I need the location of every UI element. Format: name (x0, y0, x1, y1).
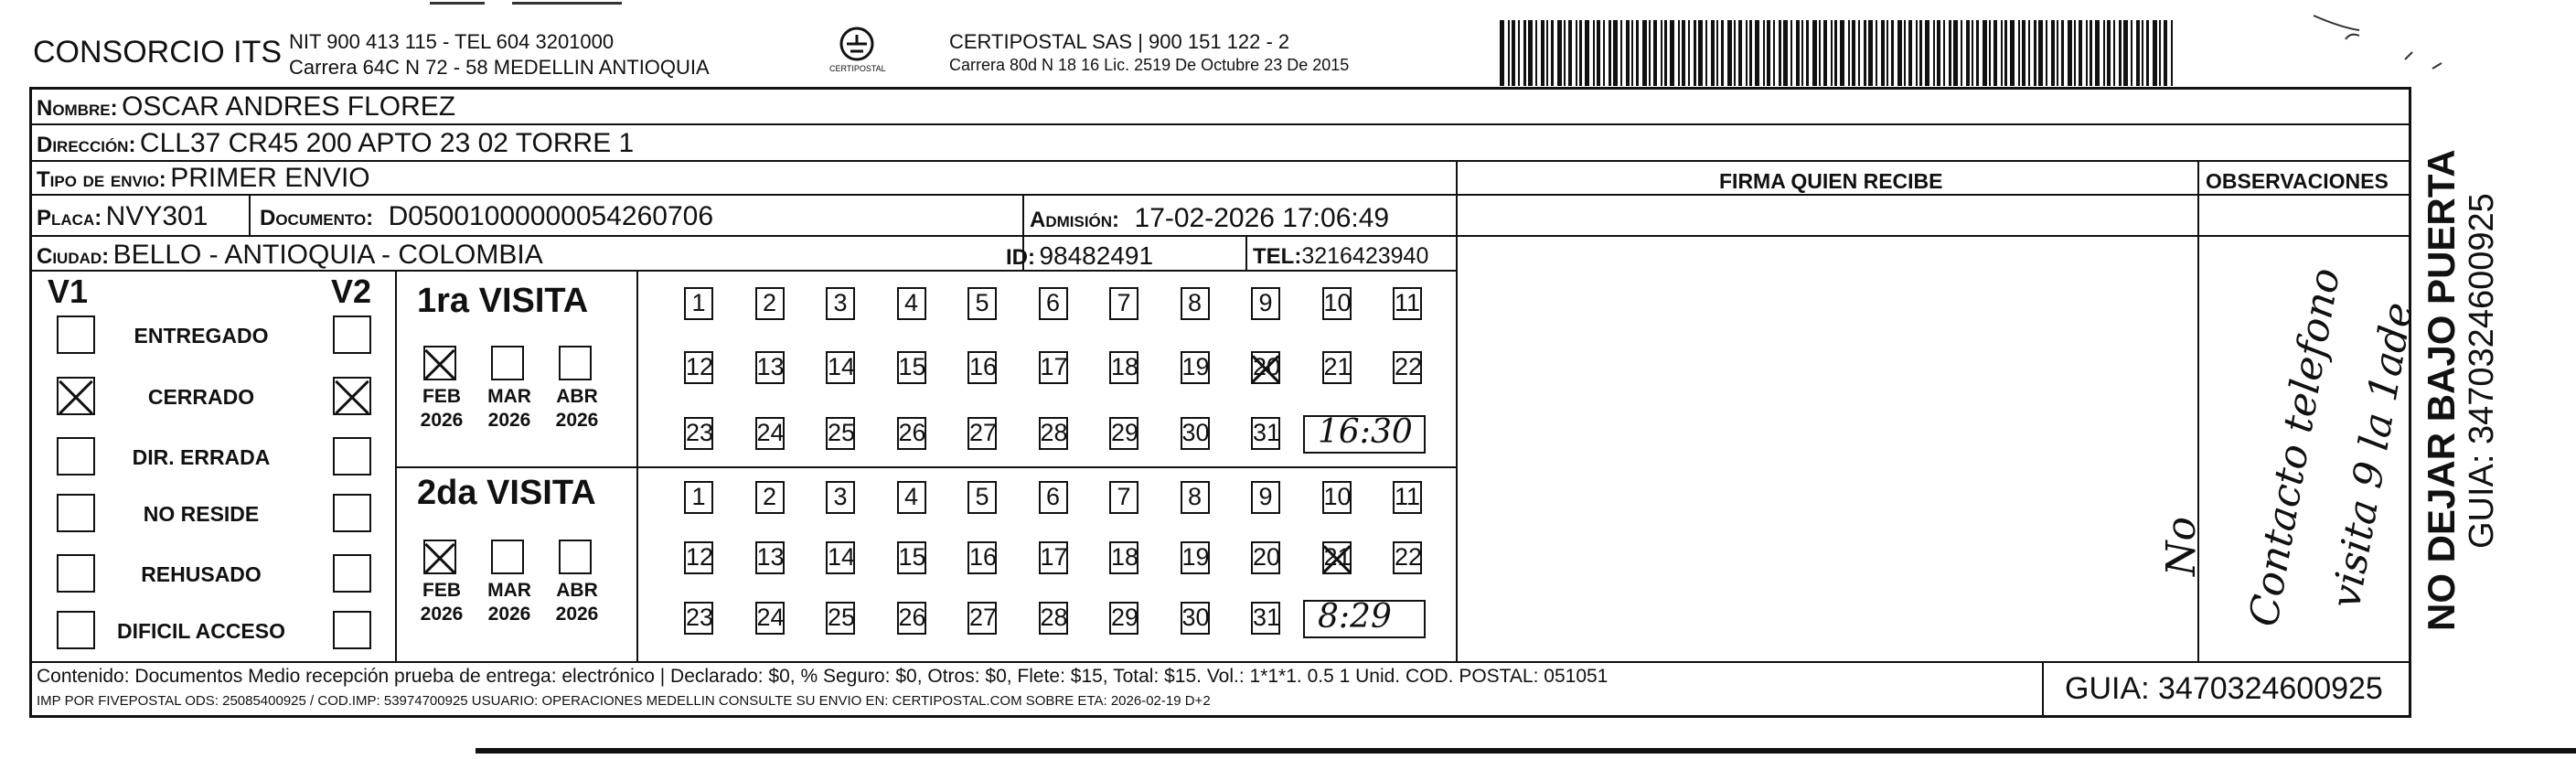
barcode-bar (1609, 20, 1611, 86)
visita2-title: 2da VISITA (417, 474, 596, 512)
barcode-bar (1649, 20, 1651, 86)
barcode-bar (1585, 20, 1589, 86)
month-checkbox-mar[interactable] (491, 540, 524, 574)
barcode-bar (1908, 20, 1912, 86)
barcode-bar (1868, 20, 1873, 86)
barcode-bar (2079, 20, 2082, 86)
day-box-5[interactable]: 5 (967, 287, 997, 320)
barcode-bar (2018, 20, 2020, 86)
barcode-bar (1966, 20, 1970, 86)
barcode-bar (2057, 20, 2058, 86)
barcode-bar (1738, 20, 1742, 86)
barcode-bar (1767, 20, 1770, 86)
barcode-bar (1518, 20, 1520, 86)
day-box-18[interactable]: 18 (1109, 351, 1138, 384)
day-box-24[interactable]: 24 (755, 602, 785, 635)
barcode-bar (2153, 20, 2157, 86)
day-box-6[interactable]: 6 (1039, 481, 1068, 514)
barcode-bar (1953, 20, 1958, 86)
year-label: 2026 (555, 410, 599, 431)
barcode-bar (2086, 20, 2088, 86)
placa-row: Placa: NVY301 (37, 201, 208, 231)
day-box-13[interactable]: 13 (755, 351, 785, 384)
barcode-bar (1933, 20, 1935, 86)
day-box-11[interactable]: 11 (1393, 287, 1422, 320)
barcode-bar (1716, 20, 1718, 86)
ciudad-value: BELLO - ANTIOQUIA - COLOMBIA (112, 240, 543, 270)
tel-row: TEL:3216423940 (1253, 243, 1429, 269)
day-box-25[interactable]: 25 (826, 602, 855, 635)
barcode-bar (1603, 20, 1605, 86)
v2-checkbox[interactable] (333, 315, 371, 354)
barcode-bar (1568, 20, 1572, 86)
day-box-15[interactable]: 15 (897, 541, 926, 574)
month-checkbox-feb[interactable] (423, 540, 456, 574)
barcode-bar (1852, 20, 1855, 86)
day-box-3[interactable]: 3 (826, 481, 855, 514)
month-checkbox-abr[interactable] (559, 540, 592, 574)
barcode-bar (1512, 20, 1515, 86)
footer-imp: IMP POR FIVEPOSTAL ODS: 25085400925 / COD.IMP: 53974700925 USUARIO: OPERACIONES MEDELLIN CONSULTE SU ENVIO EN: CERTIPOSTAL.COM SOBRE ETA: 2026-02-19 D+2 (37, 693, 1211, 709)
barcode-bar (1831, 20, 1833, 86)
barcode-bar (1858, 20, 1860, 86)
barcode-bar (2061, 20, 2064, 86)
carrier-name: CERTIPOSTAL SAS | 900 151 122 - 2 (949, 30, 1290, 53)
barcode-bar (1664, 20, 1667, 86)
handwriting-line: visita 9 la 1ade (2323, 298, 2422, 612)
day-box-21[interactable]: 21 (1322, 351, 1352, 384)
barcode-bar (1983, 20, 1987, 86)
barcode-bar (1783, 20, 1788, 86)
day-box-1[interactable]: 1 (684, 287, 713, 320)
barcode-bar (1653, 20, 1657, 86)
footer-guia: GUIA: 3470324600925 (2065, 671, 2383, 706)
day-box-25[interactable]: 25 (826, 417, 855, 450)
month-checkbox-abr[interactable] (559, 346, 592, 380)
barcode-bar (1541, 20, 1545, 86)
barcode-bar (1746, 20, 1748, 86)
barcode-bar (2136, 20, 2140, 86)
barcode-bar (1620, 20, 1622, 86)
barcode-bar (1631, 20, 1633, 86)
barcode-bar (1597, 20, 1600, 86)
barcode-bar (2123, 20, 2128, 86)
admision-row: Admisión: 17-02-2026 17:06:49 (1030, 203, 1390, 233)
handwriting-line: Contacto telefono (2240, 264, 2350, 630)
barcode-bar (1763, 20, 1765, 86)
barcode-bar (1812, 20, 1817, 86)
tipo-value: PRIMER ENVIO (170, 163, 370, 193)
status-label: DIR. ERRADA (132, 445, 271, 469)
barcode-bar (1773, 20, 1775, 86)
day-box-9[interactable]: 9 (1251, 287, 1280, 320)
day-box-31[interactable]: 31 (1251, 602, 1280, 635)
day-box-14[interactable]: 14 (826, 351, 855, 384)
corner-scribble (2295, 5, 2460, 87)
day-box-9[interactable]: 9 (1251, 481, 1280, 514)
side-warning: NO DEJAR BAJO PUERTA (2420, 149, 2463, 631)
barcode-bar (1670, 20, 1674, 86)
barcode-bar (2001, 20, 2003, 86)
day-box-26[interactable]: 26 (897, 417, 926, 450)
barcode-bar (1943, 20, 1945, 86)
day-box-17[interactable]: 17 (1039, 351, 1068, 384)
status-label: REHUSADO (141, 562, 262, 586)
day-box-2[interactable]: 2 (755, 481, 785, 514)
barcode-bar (1876, 20, 1877, 86)
barcode-bar (1937, 20, 1940, 86)
day-box-14[interactable]: 14 (826, 541, 855, 574)
barcode-bar (1613, 20, 1618, 86)
barcode-bar (2142, 20, 2143, 86)
barcode-bar (2119, 20, 2122, 86)
status-label: ENTREGADO (134, 324, 269, 347)
month-label: FEB (422, 386, 461, 407)
time-value: 8:29 (1318, 598, 1392, 636)
barcode-bar (2028, 20, 2030, 86)
status-label: NO RESIDE (143, 502, 260, 526)
day-box-4[interactable]: 4 (897, 481, 926, 514)
status-label: DIFICIL ACCESO (116, 619, 285, 643)
barcode-bar (1806, 20, 1809, 86)
barcode-bar (1636, 20, 1639, 86)
documento-row: Documento: D05001000000054260706 (260, 201, 713, 231)
firma-header: FIRMA QUIEN RECIBE (1719, 169, 1943, 193)
day-box-22[interactable]: 22 (1393, 351, 1422, 384)
barcode-bar (1557, 20, 1562, 86)
barcode-bar (2074, 20, 2076, 86)
day-box-7[interactable]: 7 (1109, 287, 1138, 320)
barcode-bar (2171, 20, 2173, 86)
v1-checkbox[interactable] (57, 554, 95, 593)
ciudad-row: Ciudad: BELLO - ANTIOQUIA - COLOMBIA (37, 240, 543, 270)
carrier-address: Carrera 80d N 18 16 Lic. 2519 De Octubre 23 De 2015 (949, 56, 1350, 74)
day-box-5[interactable]: 5 (967, 481, 997, 514)
barcode-bar (1698, 20, 1703, 86)
day-box-18[interactable]: 18 (1109, 541, 1138, 574)
barcode-bar (2051, 20, 2055, 86)
barcode-bar (1626, 20, 1630, 86)
day-box-16[interactable]: 16 (967, 541, 997, 574)
barcode-bar (1564, 20, 1566, 86)
day-box-11[interactable]: 11 (1393, 481, 1422, 514)
barcode-bar (1694, 20, 1696, 86)
day-box-24[interactable]: 24 (755, 417, 785, 450)
barcode-bar (2090, 20, 2092, 86)
certipostal-logo (825, 24, 889, 79)
barcode-bar (1904, 20, 1906, 86)
year-label: 2026 (420, 604, 464, 625)
barcode-bar (1546, 20, 1548, 86)
day-box-15[interactable]: 15 (897, 351, 926, 384)
nombre-value: OSCAR ANDRES FLOREZ (122, 91, 456, 122)
barcode-bar (1897, 20, 1902, 86)
day-box-29[interactable]: 29 (1109, 417, 1138, 450)
day-box-10[interactable]: 10 (1322, 287, 1352, 320)
day-box-20[interactable]: 20 (1251, 351, 1280, 384)
barcode-bar (1916, 20, 1918, 86)
day-box-31[interactable]: 31 (1251, 417, 1280, 450)
barcode-bar (1976, 20, 1979, 86)
barcode-bar (1593, 20, 1595, 86)
barcode-bar (1823, 20, 1827, 86)
v1-checkbox[interactable] (57, 377, 95, 415)
month-label: MAR (487, 580, 531, 601)
barcode-bar (2010, 20, 2015, 86)
barcode-bar (1834, 20, 1837, 86)
day-box-7[interactable]: 7 (1109, 481, 1138, 514)
barcode-bar (1749, 20, 1752, 86)
form-frame (29, 87, 2411, 718)
barcode-bar (1734, 20, 1736, 86)
month-label: FEB (422, 580, 461, 601)
day-box-6[interactable]: 6 (1039, 287, 1068, 320)
barcode-bar (2095, 20, 2100, 86)
barcode-bar (1819, 20, 1821, 86)
time-box[interactable] (1303, 415, 1426, 454)
barcode-bar (1864, 20, 1866, 86)
day-box-19[interactable]: 19 (1181, 351, 1210, 384)
logo-caption: CERTIPOSTAL (829, 64, 886, 73)
month-label: MAR (487, 386, 531, 407)
day-box-23[interactable]: 23 (684, 417, 713, 450)
day-box-29[interactable]: 29 (1109, 602, 1138, 635)
barcode (1500, 20, 2176, 86)
v2-checkbox[interactable] (333, 611, 371, 649)
barcode-bar (1972, 20, 1973, 86)
barcode-bar (1993, 20, 1997, 86)
v2-checkbox[interactable] (333, 377, 371, 415)
barcode-bar (1688, 20, 1690, 86)
v2-checkbox[interactable] (333, 437, 371, 476)
scan-mark (512, 2, 622, 5)
day-box-10[interactable]: 10 (1322, 481, 1352, 514)
day-box-16[interactable]: 16 (967, 351, 997, 384)
barcode-bar (1891, 20, 1894, 86)
nombre-row: Nombre: OSCAR ANDRES FLOREZ (37, 91, 456, 122)
day-box-27[interactable]: 27 (967, 417, 997, 450)
company-address: Carrera 64C N 72 - 58 MEDELLIN ANTIOQUIA (289, 56, 710, 79)
day-box-8[interactable]: 8 (1181, 481, 1210, 514)
day-box-30[interactable]: 30 (1181, 417, 1210, 450)
barcode-bar (2022, 20, 2026, 86)
day-box-2[interactable]: 2 (755, 287, 785, 320)
barcode-bar (1551, 20, 1554, 86)
v1-checkbox[interactable] (57, 494, 95, 532)
barcode-bar (1755, 20, 1759, 86)
day-box-26[interactable]: 26 (897, 602, 926, 635)
day-box-12[interactable]: 12 (684, 351, 713, 384)
observaciones-handwriting (2158, 219, 2422, 649)
day-box-28[interactable]: 28 (1039, 602, 1068, 635)
direccion-value: CLL37 CR45 200 APTO 23 02 TORRE 1 (139, 128, 635, 158)
barcode-bar (1925, 20, 1929, 86)
barcode-bar (1711, 20, 1715, 86)
barcode-bar (2164, 20, 2167, 86)
direccion-row: Dirección: CLL37 CR45 200 APTO 23 02 TORRE 1 (37, 128, 635, 158)
footer-contenido: Contenido: Documentos Medio recepción prueba de entrega: electrónico | Declarado: $0, % Seguro: $0, Otros: $0, Flete: $15, Total: $15. Vol.: 1*1*1. 0.5 1 Unid. COD. POSTAL: 051051 (37, 666, 1609, 687)
v1-header: V1 (48, 273, 89, 310)
barcode-bar (1528, 20, 1533, 86)
barcode-bar (1848, 20, 1850, 86)
barcode-bar (1727, 20, 1732, 86)
handwriting-line: No (2158, 517, 2205, 576)
barcode-bar (1523, 20, 1526, 86)
barcode-bar (1840, 20, 1844, 86)
day-box-27[interactable]: 27 (967, 602, 997, 635)
scan-mark (430, 2, 485, 5)
tipo-row: Tipo de envio: PRIMER ENVIO (37, 163, 370, 193)
day-box-8[interactable]: 8 (1181, 287, 1210, 320)
day-box-3[interactable]: 3 (826, 287, 855, 320)
barcode-bar (2159, 20, 2161, 86)
year-label: 2026 (487, 604, 531, 625)
day-box-13[interactable]: 13 (755, 541, 785, 574)
day-box-19[interactable]: 19 (1181, 541, 1210, 574)
barcode-bar (1887, 20, 1888, 86)
time-value: 16:30 (1318, 413, 1413, 451)
time-box[interactable] (1303, 600, 1426, 638)
day-box-20[interactable]: 20 (1251, 541, 1280, 574)
barcode-bar (1961, 20, 1962, 86)
barcode-bar (2107, 20, 2111, 86)
company-nit: NIT 900 413 115 - TEL 604 3201000 (289, 30, 615, 53)
month-label: ABR (556, 580, 598, 601)
day-box-4[interactable]: 4 (897, 287, 926, 320)
day-box-17[interactable]: 17 (1039, 541, 1068, 574)
documento-value: D05001000000054260706 (388, 201, 713, 231)
barcode-bar (2068, 20, 2072, 86)
barcode-bar (2103, 20, 2105, 86)
barcode-bar (2131, 20, 2132, 86)
v1-checkbox[interactable] (57, 611, 95, 649)
id-row: ID: 98482491 (1006, 241, 1154, 270)
barcode-bar (1508, 20, 1510, 86)
month-checkbox-feb[interactable] (423, 346, 456, 380)
barcode-bar (1989, 20, 1991, 86)
day-box-30[interactable]: 30 (1181, 602, 1210, 635)
admision-value: 17-02-2026 17:06:49 (1134, 203, 1390, 233)
day-box-1[interactable]: 1 (684, 481, 713, 514)
barcode-bar (1500, 20, 1504, 86)
v2-checkbox[interactable] (333, 494, 371, 532)
barcode-bar (1642, 20, 1647, 86)
bottom-edge (476, 748, 2576, 754)
year-label: 2026 (555, 604, 599, 625)
v2-header: V2 (331, 273, 372, 310)
barcode-bar (1790, 20, 1792, 86)
barcode-bar (1919, 20, 1922, 86)
v2-checkbox[interactable] (333, 554, 371, 593)
barcode-bar (2038, 20, 2043, 86)
id-value: 98482491 (1039, 241, 1154, 270)
barcode-bar (1881, 20, 1885, 86)
barcode-bar (1949, 20, 1951, 86)
company-name: CONSORCIO ITS (33, 35, 283, 69)
year-label: 2026 (487, 410, 531, 431)
barcode-bar (1579, 20, 1582, 86)
barcode-bar (1801, 20, 1803, 86)
month-checkbox-mar[interactable] (491, 346, 524, 380)
placa-value: NVY301 (105, 201, 208, 231)
visita1-title: 1ra VISITA (417, 282, 589, 320)
barcode-bar (1535, 20, 1537, 86)
barcode-bar (2113, 20, 2115, 86)
side-guia: GUIA: 3470324600925 (2463, 193, 2501, 549)
day-box-23[interactable]: 23 (684, 602, 713, 635)
barcode-bar (1796, 20, 1800, 86)
year-label: 2026 (420, 410, 464, 431)
day-box-28[interactable]: 28 (1039, 417, 1068, 450)
barcode-bar (1682, 20, 1685, 86)
barcode-bar (1678, 20, 1680, 86)
barcode-bar (1576, 20, 1577, 86)
status-label: CERRADO (147, 385, 255, 409)
observaciones-header: OBSERVACIONES (2206, 169, 2389, 193)
day-box-22[interactable]: 22 (1393, 541, 1422, 574)
barcode-bar (1721, 20, 1724, 86)
day-box-21[interactable]: 21 (1322, 541, 1352, 574)
day-box-12[interactable]: 12 (684, 541, 713, 574)
barcode-bar (2046, 20, 2047, 86)
barcode-bar (2146, 20, 2149, 86)
barcode-bar (1661, 20, 1662, 86)
barcode-bar (1779, 20, 1781, 86)
barcode-bar (1705, 20, 1707, 86)
tel-value: 3216423940 (1301, 243, 1429, 269)
barcode-bar (2034, 20, 2036, 86)
barcode-bar (2004, 20, 2007, 86)
month-label: ABR (556, 386, 598, 407)
v1-checkbox[interactable] (57, 437, 95, 476)
v1-checkbox[interactable] (57, 315, 95, 354)
